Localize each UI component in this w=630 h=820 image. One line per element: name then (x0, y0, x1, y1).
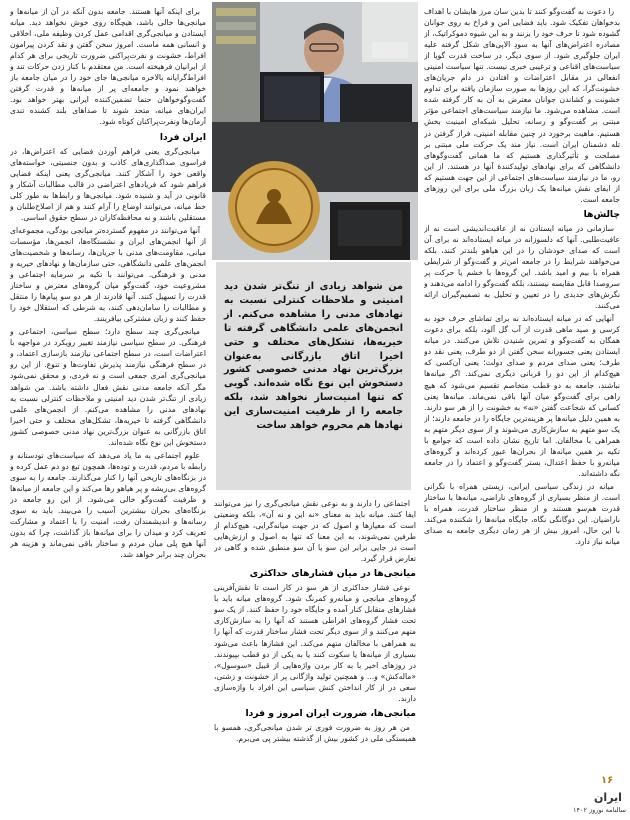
paragraph: علوم اجتماعی به ما یاد می‌دهد که سیاست‌های تودستانه و رابطه با مردم، قدرت و توده‌ها، همچون تیغ دو دم عمل کرده و در بزنگاه‌های تاریخی آنها را کنار می‌گذارند. جامعه را به سوی گروه‌های بی‌ریشه و پر هیاهو رها می‌کند و این جامعه از میانه‌ها و ظرفیت گفت‌وگو خالی می‌شود. از این رو جامعه در بزنگاه‌های بحران بیشترین آسیب را می‌بیند. باید به سوی رسانه‌ها و اندیشمندان رفت، امنیت را با اعتماد و مشارکت تعریف کرد و میدان را برای میانه‌ها باز گذاشت، چرا که بدون آنها هیچ پلی میان مردم و ساختار باقی نمی‌ماند و هزینه هر بحران چند برابر خواهد شد. (10, 450, 206, 560)
paragraph: اجتماعی را دارند و به نوعی نقش میانجی‌گری را نیز می‌توانند ایفا کنند. میانه باید به معنای «نه این و نه آن»، بلکه وضعیتی است که معیارها و اصول که در جهت میانه‌گرایی، هیچ‌کدام از طرفین نمی‌شوند، به این معنا که تنها به اصول و ارزش‌هایی است در جایی برابر این سو یا آن سو منطبق شده و گاهی در تعارض قرار گیرد. (214, 499, 416, 564)
paragraph: آنهایی که در میانه ایستاده‌اند نه برای تماشای حرف خود به کرسی و صید ماهی قدرت از آب گل آلود، بلکه برای دعوت همگان به گفت‌وگو و تمرین شنیدن تلاش می‌کنند. در میانه ایستادن یعنی جسورانه سخن گفتن از دو طرف، یعنی نقد دو طرف؛ یعنی صدای مردم و صدای دولت؛ یعنی آن‌کسی که هیچ‌کدام از این دو را قربانی دیگری نمی‌کند. اگر میانه‌ها نباشند، جامعه به دو قطب متخاصم تقسیم می‌شود که هیچ راهی برای گفت‌وگو میان آنها باقی نمی‌ماند. میانه‌ها یعنی کسانی که شجاعت گفتن «نه» به خشونت را از هر سو دارند. به همین دلیل میانه‌ها پر هزینه‌ترین جایگاه را در جامعه دارند؛ از یک سو متهم به سازش‌کاری می‌شوند و از سوی دیگر متهم به همراهی با مخالفان. اما تاریخ نشان داده است که جوامع با تکیه بر همین میانه‌ها از بحران‌ها عبور کرده‌اند و گروه‌های میانه‌رو با حفظ اعتدال، بستر گفت‌وگو و اعتماد را در جامعه نگه داشته‌اند. (424, 314, 620, 478)
section-heading-pressure: میانجی‌ها در میان فشارهای حداکثری (249, 568, 416, 580)
section-heading-necessity: میانجی‌ها، ضرورت ایران امروز و فردا (245, 707, 416, 719)
article-column-right (424, 6, 620, 766)
issue-date: سالنامه نوروز ۱۴۰۲ (572, 806, 626, 814)
paragraph: من هر روز به ضرورت فوری تر شدن میانجی‌گری، همسو با همبستگی ملی در کشور بیش از گذشته بیشتر پی می‌برم. (214, 722, 416, 743)
paragraph: میانجی‌گری چند سطح دارد؛ سطح سیاسی، اجتماعی و فرهنگی. در سطح سیاسی نیازمند تغییر رویکرد در مواجهه با اعتراضات است، در سطح اجتماعی نیازمند بازسازی اعتماد، و در سطح فرهنگی نیازمند پذیرش تفاوت‌ها و تنوع. از این رو میانجی‌گری امری جمعی است و نه فردی، و محقق نمی‌شود مگر آنکه جامعه مدنی نقش فعال داشته باشد. من شواهد زیادی از تنگ‌تر شدن دید امنیتی و ملاحظات کنترلی نسبت به نهادهای مدنی را مشاهده می‌کنم. از انجمن‌های علمی دانشگاهی گرفته تا خیریه‌ها، تشکل‌های مختلف و حتی اخیرا اتاق بازرگانی به عنوان بزرگ‌ترین نهاد مدنی خصوصی کشور دستخوش این نوع نگاه شده‌اند. (10, 327, 206, 447)
paragraph: را دعوت به گفت‌وگو کنند تا بدین سان مرز هایشان با اهداف بدخواهان تفکیک شود. باید فضایی امن و فراخ به روی جوانان گشوده شود تا حرف خود را بزنند و به این شیوه دموکراتیک، از مصادره اعتراض‌های آنها به سودِ الاپی‌های شکل گرفته علیه ایران جلوگیری شود. از سوی دیگر، در ساخت قدرت گویا از سیاست‌های اقناعی و ترغیبی خبری نیست. تنها سیاست امنیتی انفعالی در مقابل اعتراضات و افتادن در دام جریان‌های خشونت‌گرا، که این روزها به صورت سازمان یافته برای تداوم خشونت و کشاندن جوانان معترض به آن به کار گرفته شده است. مشاهده می‌شود. ما نیازمند سیاست‌های اجتماعی مؤثر مبتنی بر گفت‌وگو و رسانه، تحلیل شبکه‌ای امینیت بخش هستیم. ماهیت برخورد در چنین مقابله امنیتی، فراز گرفتن در تله دشمنان ایران است. نیاز مند یک حرکت ملی مبتنی بر مصلحت و تأثیرگذاری هستیم که ما همانی گفت‌وگوهای دانشگاهی که برای نهادهای تولیدکنندهٔ آنها در هستند. از این رو، ما در نیازمند سیاست‌های اجتماعی از این جهت هستیم که از ایفای نقش میانه‌ها یک زبان بزرگ ملی برای این روزهای جامعه است. (424, 7, 620, 204)
section-heading-iran-tomorrow: ایران فردا (159, 131, 206, 143)
page-number: ۱۶ (601, 775, 614, 786)
paragraph: نوعی فشار حداکثری از هر سو در کار است تا نقش‌آفرینی گروه‌های میانجی و میانه‌رو کمرنگ شود. گروه‌های میانه باید با فشارهای متقابل کنار آمده و جایگاه خود را حفظ کنند. از یک سو تحت فشار گروه‌های افراطی هستند که آنها را به سازش‌کاری متهم می‌کنند و از سوی دیگر تحت فشار ساختار قدرت که آنها را به همراهی با مخالفان متهم می‌کند. این فشارها باعث می‌شود بسیاری از میانه‌ها یا سکوت کنند یا به یکی از دو قطب بپیوندند. در روزهای اخیر با به کار بردن واژه‌هایی از قبیل «سوسول»، «ماله‌کش» و... و همچنین تولید واژگانی پر از خشونت و زشتی، سعی در از کار انداختن کنش سیاسی این افراد با واژه‌سازی دارند. (214, 583, 416, 703)
paragraph: میانجی‌گری یعنی فراهم آوردن فضایی که اعتراض‌ها، در فراسوی صداگذاری‌های کاذب و بدون جنسیتی، خواسته‌های واقعی خود را آشکار کنند. میانجی‌گری یعنی اینکه فضایی فراهم شود که فریادهای اعتراضی در قالب مطالبات آشکار و قانونی در آید و شنیده شود. میانجی‌ها و رابط‌ها به طور کلی خط میانه، می‌توانند اوضاع را آرام کنند و هم از اصلاح‌طلبان و مستقلین باشند و نه محافظه‌کاران در سطح حقوق اساسی. (10, 146, 206, 222)
paragraph: سازمانی در میانه ایستادن نه از عاقبت‌اندیشی است نه از عافیت‌طلبی. آنها که دلسوزانه در میانه ایستاده‌اند نه برای آن است که صدای خودشان را در این هیاهو بلندتر کنند، بلکه می‌خواهند شرایط را در جامعه امن‌تر و گفت‌وگو از شرایطی همراه با بیم و امید باشد. این گروه‌ها با خشم یا حرکت پر سروصدا قابل مقایسه نیستند، بلکه گفت‌وگو را ادامه می‌دهند و نگرش‌های جدیدی را در تعیین و تحلیل به تصمیم‌گیران ارائه می‌کنند. (424, 223, 620, 311)
paragraph: برای اینکه آنها هستند. جامعه بدون آنکه در آن از میانه‌ها و میانجی‌ها خالی باشد، هیچگاه روی خوش نخواهد دید. میانه ایستادن و میانجی‌گری اقدامی عمل کردن وظیفه ملی، اخلاقی و انسانی همه ماست. امروز سخن گفتن و نقد کردن پیرامون افراط، خشونت و نفرت‌پراکنی ضرورت تاریخی برای هر کدام از ایرانیان فرهیخته است. من معتقدم با کنار زدن حرکات تند و افراط‌گرایانه بالاخره میانجی‌ها جای خود را در میان جامعه باز خواهند نمود و جامعه‌ای پر از میانه‌ها و قدرت گرفتن گفت‌وگوخواهان حتما تضمین‌کننده ایرانی بهتر خواهد بود. ایران‌های میانه، متحد شوند تا صداهای بلند کشنده تندی آرمان‌ها ونفرت‌پراکنان کوتاه شود. (10, 7, 206, 127)
pull-quote-text: من شواهد زیادی از تنگ‌تر شدن دید امنیتی و ملاحظات کنترلی نسبت به نهادهای مدنی را مشاهده می‌کنم. از انجمن‌های علمی دانشگاهی گرفته تا خیریه‌ها، تشکل‌های مختلف و حتی اخیرا اتاق بازرگانی به‌عنوان بزرگ‌ترین نهاد مدنی خصوصی کشور دستخوش این نوع نگاه شده‌اند. گویی که تنها امنیت‌ساز نخواهد شد، بلکه جامعه را از ظرفیت امنیت‌سازی این نهادها هم محروم خواهد ساخت (224, 281, 403, 432)
magazine-logo: ایران (594, 791, 622, 804)
section-heading-challenges: چالش‌ها (583, 208, 620, 220)
paragraph: میانه در زندگی سیاسی ایرانی، زیستی همراه با نگرانی است. از منظر بسیاری از گروه‌های ناراضی، میانه‌ها با ساختار قدرت هم‌سو هستند و از منظر ساختار قدرت، همراه با ناراضیان. این دوگانگی نگاه، جایگاه میانه‌ها را شکننده می‌کند. با این حال، امروز بیش از هر زمان دیگری جامعه به صدای میانه نیاز دارد. (424, 481, 620, 547)
article-column-middle (214, 498, 416, 816)
photo-illustration (212, 2, 418, 260)
pull-quote-box (216, 262, 411, 490)
paragraph: آنها می‌توانند در مفهوم گسترده‌تر میانجی بودگی، مجموعه‌ای از آنها انجمن‌های ایران و نشستگاه‌ها، انجمن‌ها، مؤسسات میانی، مقاومت‌های مدنی با جریان‌ها، رسانه‌ها و شخصیت‌های انجمن‌های علمی دانشگاهی، حتی سازمان‌ها و نهادهای خیریه و مدنی و فرهنگی. می‌توانند با تکیه بر سرمایه اجتماعی و مشروعیت خود، گفت‌وگو میان گروه‌های معترض و ساختار قدرت را تسهیل کنند. آنها قادرند از هر دو سو پیام‌ها را منتقل و مطالبات را سامان‌دهی کنند، به شرطی که استقلال خود را حفظ کنند و زبان مشترکی بیافرینند. (10, 225, 206, 324)
article-photo (212, 2, 418, 260)
article-column-left (10, 6, 206, 814)
